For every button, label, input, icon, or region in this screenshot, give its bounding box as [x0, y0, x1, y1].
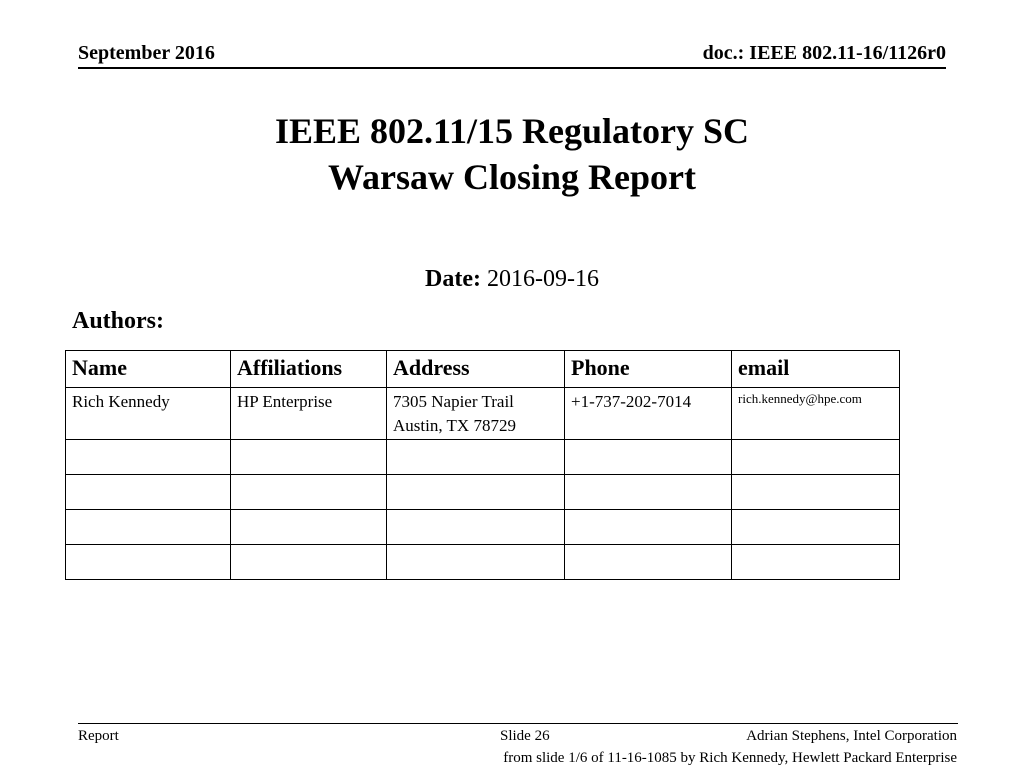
empty-cell: [231, 440, 387, 475]
author-address-line-2: Austin, TX 78729: [393, 416, 516, 435]
footer-author: Adrian Stephens, Intel Corporation: [746, 728, 957, 744]
empty-cell: [387, 545, 565, 580]
slide-title-line-1: IEEE 802.11/15 Regulatory SC: [274, 111, 750, 151]
empty-cell: [387, 440, 565, 475]
footer-source-note: from slide 1/6 of 11-16-1085 by Rich Kennedy, Hewlett Packard Enterprise: [503, 750, 957, 766]
slide-title: [0, 108, 1024, 200]
slide-title-line-2: Warsaw Closing Report: [328, 157, 696, 197]
footer-label: Report: [78, 728, 119, 744]
empty-cell: [231, 545, 387, 580]
table-row-empty: [66, 545, 900, 580]
author-affiliation: HP Enterprise: [231, 388, 387, 440]
column-header-affiliations: Affiliations: [231, 351, 387, 388]
author-phone: +1-737-202-7014: [565, 388, 732, 440]
column-header-email: email: [732, 351, 900, 388]
empty-cell: [565, 545, 732, 580]
author-name: Rich Kennedy: [66, 388, 231, 440]
date-label: Date:: [425, 266, 481, 292]
header-date: September 2016: [78, 42, 215, 64]
author-address: [387, 388, 565, 440]
empty-cell: [565, 475, 732, 510]
table-header-row: [66, 351, 900, 388]
table-row: [66, 388, 900, 440]
column-header-address: Address: [387, 351, 565, 388]
empty-cell: [231, 475, 387, 510]
empty-cell: [66, 545, 231, 580]
date-line: [0, 266, 1024, 293]
empty-cell: [387, 475, 565, 510]
table-row-empty: [66, 510, 900, 545]
header-doc-id: doc.: IEEE 802.11-16/1126r0: [702, 42, 946, 64]
date-value: 2016-09-16: [486, 266, 599, 292]
author-address-line-1: 7305 Napier Trail: [393, 392, 514, 411]
table-row-empty: [66, 440, 900, 475]
column-header-name: Name: [66, 351, 231, 388]
table-row-empty: [66, 475, 900, 510]
empty-cell: [732, 510, 900, 545]
author-email: rich.kennedy@hpe.com: [732, 388, 900, 440]
header-divider: [78, 67, 946, 69]
empty-cell: [565, 440, 732, 475]
authors-heading: Authors:: [72, 308, 165, 334]
empty-cell: [565, 510, 732, 545]
empty-cell: [66, 440, 231, 475]
empty-cell: [231, 510, 387, 545]
empty-cell: [732, 475, 900, 510]
empty-cell: [732, 545, 900, 580]
empty-cell: [387, 510, 565, 545]
column-header-phone: Phone: [565, 351, 732, 388]
empty-cell: [732, 440, 900, 475]
footer-divider: [78, 723, 958, 724]
empty-cell: [66, 510, 231, 545]
authors-table: [65, 350, 900, 580]
slide-number: Slide 26: [500, 728, 550, 744]
empty-cell: [66, 475, 231, 510]
